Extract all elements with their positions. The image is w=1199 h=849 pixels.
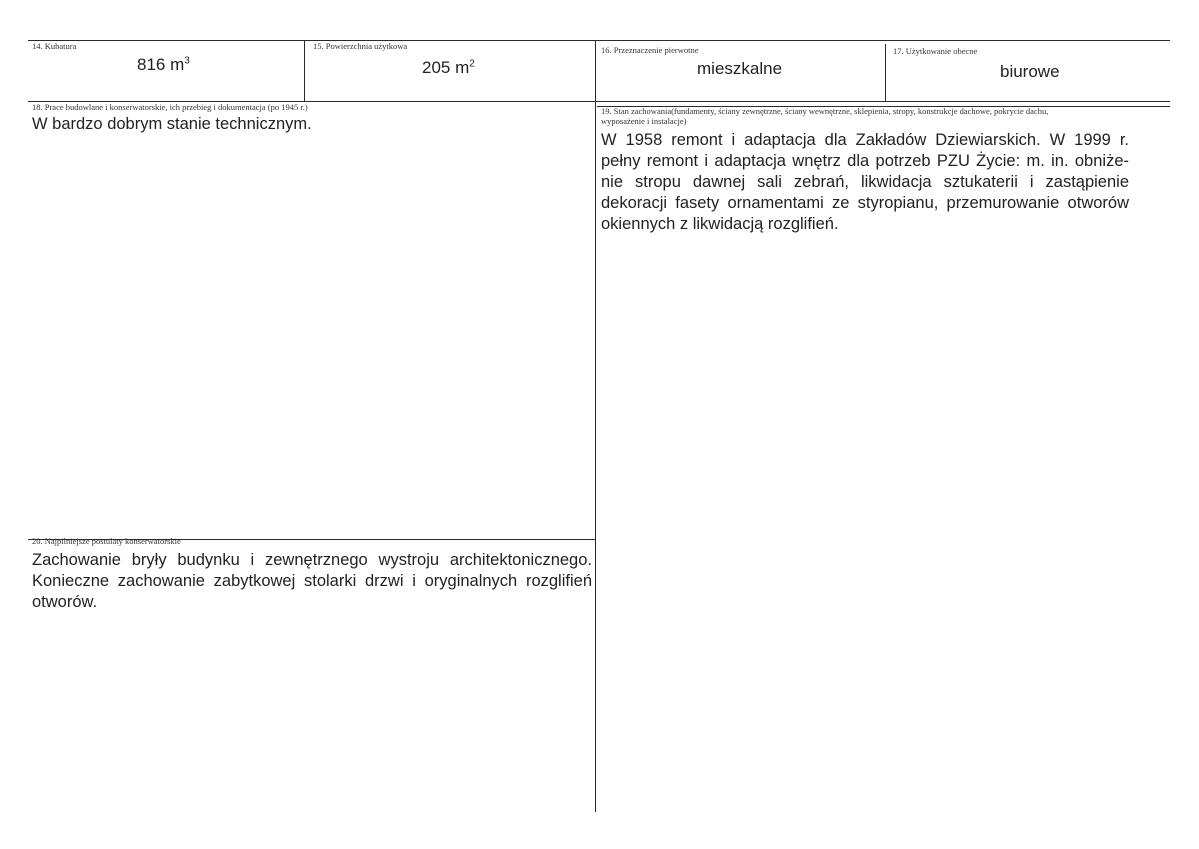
field-18-label: 18. Prace budowlane i konserwatorskie, ich przebieg i dokumentacja (po 1945 r.) (32, 102, 308, 112)
field-15-label: 15. Powierzchnia użytkowa (313, 41, 408, 51)
field-19-label (601, 106, 1048, 126)
field-16-label: 16. Przeznaczenie pierwotne (601, 45, 699, 55)
field-17-value: biurowe (1000, 62, 1060, 81)
field-19-label-line1: 19. Stan zachowania(fundamenty, ściany zewnętrzne, ściany wewnętrzne, sklepienia, stropy, konstrukcje dachowe, pokrycie dachu, (601, 106, 1049, 116)
field-17-label: 17. Użytkowanie obecne (893, 46, 978, 56)
field-18-text: W bardzo dobrym stanie technicznym. (32, 115, 312, 133)
field-20-label: 20. Najpilniejsze postulaty konserwatorskie (32, 536, 181, 546)
field-14-label: 14. Kubatura (32, 41, 77, 51)
col-divider-main (595, 40, 596, 812)
top-rule (28, 40, 1170, 41)
field-19-label-line2: wyposażenie i instalacje) (601, 116, 687, 126)
field-15-value: 205 $m^2$ (422, 58, 475, 77)
field-19-text: W 1958 remont i adaptacja dla Zakładów Dziewiarskich. W 1999 r. pełny remont i adaptacja wnętrz dla potrzeb PZU Życie: m. in. obniże-nie stropu dawnej sali zebrań, likwidacja sztukaterii i zastąpienie dekoracji fasety ornamentami ze styropianu, przemurowanie otworów okiennych z likwidacją rozglifień. (601, 131, 1129, 233)
field-16-value: mieszkalne (697, 59, 783, 78)
field-20-text: Zachowanie bryły budynku i zewnętrznego wystroju architektonicznego. Konieczne zachowanie zabytkowej stolarki drzwi i oryginalnych rozglifień otworów. (32, 551, 592, 611)
col-divider-16-17 (885, 44, 886, 102)
col-divider-14-15 (304, 40, 305, 102)
field-14-value: 816 $m^3$ (137, 55, 190, 74)
